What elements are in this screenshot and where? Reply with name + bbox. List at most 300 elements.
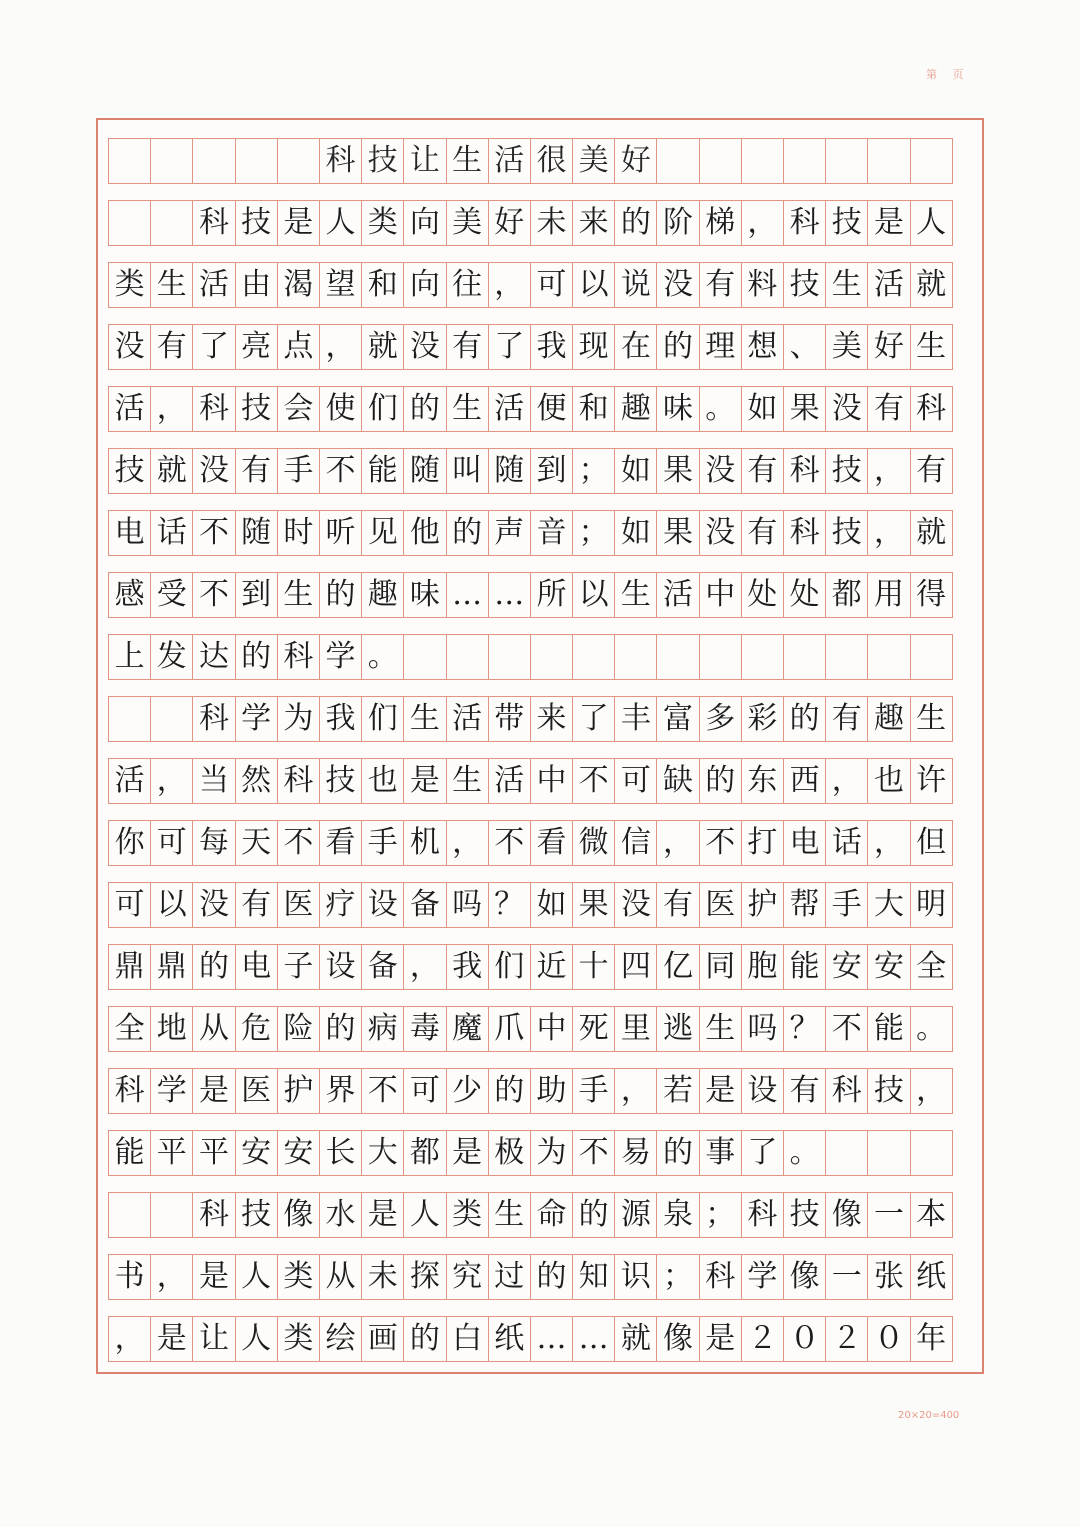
grid-cell	[108, 1192, 151, 1238]
grid-cell: 书	[108, 1254, 151, 1300]
grid-cell: 看	[319, 820, 362, 866]
grid-cell: 以	[572, 572, 615, 618]
grid-cell: 有	[446, 324, 489, 370]
grid-cell: 科	[277, 634, 320, 680]
grid-cell: 没	[825, 386, 868, 432]
grid-cell: 果	[656, 448, 699, 494]
grid-cell: 未	[361, 1254, 404, 1300]
grid-cell: 就	[910, 262, 953, 308]
grid-cell: 不	[361, 1068, 404, 1114]
grid-cell: 可	[403, 1068, 446, 1114]
grid-cell: 然	[235, 758, 278, 804]
grid-cell	[150, 1192, 193, 1238]
grid-cell: 是	[446, 1130, 489, 1176]
grid-cell: 生	[699, 1006, 742, 1052]
grid-cell: 技	[825, 200, 868, 246]
grid-cell: 美	[446, 200, 489, 246]
grid-cell: 有	[699, 262, 742, 308]
grid-cell	[699, 138, 742, 184]
grid-cell: 都	[825, 572, 868, 618]
grid-cell: 活	[108, 758, 151, 804]
grid-cell: 他	[403, 510, 446, 556]
grid-cell: 不	[488, 820, 531, 866]
grid-cell: 技	[825, 510, 868, 556]
grid-cell: 生	[910, 324, 953, 370]
grid-cell: 生	[277, 572, 320, 618]
grid-cell: 想	[741, 324, 784, 370]
grid-cell	[488, 634, 531, 680]
grid-cell	[825, 634, 868, 680]
grid-cell: 不	[825, 1006, 868, 1052]
grid-cell: 同	[699, 944, 742, 990]
grid-cell: 趣	[867, 696, 910, 742]
grid-cell: 的	[614, 200, 657, 246]
grid-cell: 技	[867, 1068, 910, 1114]
grid-cell: 现	[572, 324, 615, 370]
grid-cell: ，	[741, 200, 784, 246]
grid-cell: 技	[361, 138, 404, 184]
grid-cell: 不	[192, 510, 235, 556]
grid-cell: 从	[319, 1254, 362, 1300]
text-row	[108, 758, 952, 804]
grid-cell: 人	[235, 1316, 278, 1362]
grid-cell: 没	[699, 448, 742, 494]
grid-cell: 水	[319, 1192, 362, 1238]
grid-cell: 的	[783, 696, 826, 742]
grid-cell: 和	[361, 262, 404, 308]
grid-cell: 有	[741, 448, 784, 494]
grid-cell: 由	[235, 262, 278, 308]
grid-cell: 也	[361, 758, 404, 804]
grid-cell: ，	[825, 758, 868, 804]
grid-cell: 鼎	[150, 944, 193, 990]
grid-cell: 没	[656, 262, 699, 308]
grid-cell: 但	[910, 820, 953, 866]
grid-cell: 向	[403, 262, 446, 308]
grid-cell: 美	[572, 138, 615, 184]
grid-cell: 果	[783, 386, 826, 432]
text-row	[108, 696, 952, 742]
grid-cell: 的	[403, 1316, 446, 1362]
grid-cell: 极	[488, 1130, 531, 1176]
grid-cell: 我	[446, 944, 489, 990]
grid-cell	[783, 634, 826, 680]
grid-cell: 的	[572, 1192, 615, 1238]
grid-cell: 是	[699, 1316, 742, 1362]
grid-cell: ０	[783, 1316, 826, 1362]
grid-cell: 看	[530, 820, 573, 866]
grid-cell: 便	[530, 386, 573, 432]
grid-cell: 使	[319, 386, 362, 432]
grid-cell: 不	[277, 820, 320, 866]
text-row	[108, 1130, 952, 1176]
grid-cell: 生	[488, 1192, 531, 1238]
grid-cell: ？	[488, 882, 531, 928]
grid-cell: 亿	[656, 944, 699, 990]
grid-cell: ，	[150, 1254, 193, 1300]
grid-cell: 科	[741, 1192, 784, 1238]
grid-cell: ，	[150, 386, 193, 432]
grid-cell: 叫	[446, 448, 489, 494]
grid-cell: 。	[699, 386, 742, 432]
grid-cell: 生	[446, 758, 489, 804]
grid-cell: 的	[319, 572, 362, 618]
grid-cell: 让	[403, 138, 446, 184]
grid-cell: 果	[656, 510, 699, 556]
grid-cell: 的	[699, 758, 742, 804]
grid-cell	[867, 138, 910, 184]
grid-cell: 毒	[403, 1006, 446, 1052]
grid-cell: 处	[741, 572, 784, 618]
grid-cell: 我	[530, 324, 573, 370]
grid-cell: 魔	[446, 1006, 489, 1052]
grid-cell: 富	[656, 696, 699, 742]
grid-cell: ，	[488, 262, 531, 308]
grid-cell: 到	[530, 448, 573, 494]
grid-cell: 的	[319, 1006, 362, 1052]
page-number-mark: 第 页	[926, 68, 970, 81]
grid-cell: ；	[656, 1254, 699, 1300]
grid-cell	[614, 634, 657, 680]
grid-cell: 是	[867, 200, 910, 246]
grid-cell: 也	[867, 758, 910, 804]
grid-cell: 有	[825, 696, 868, 742]
grid-cell	[277, 138, 320, 184]
grid-cell: 不	[572, 758, 615, 804]
grid-cell: 以	[150, 882, 193, 928]
grid-cell: 的	[192, 944, 235, 990]
grid-cell: 逃	[656, 1006, 699, 1052]
grid-cell	[825, 138, 868, 184]
grid-cell: 科	[783, 448, 826, 494]
grid-cell: 好	[488, 200, 531, 246]
grid-cell: 活	[867, 262, 910, 308]
grid-cell: 学	[150, 1068, 193, 1114]
text-row	[108, 820, 952, 866]
grid-cell: 白	[446, 1316, 489, 1362]
grid-cell: ，	[656, 820, 699, 866]
grid-cell: ？	[783, 1006, 826, 1052]
grid-cell: 探	[403, 1254, 446, 1300]
grid-cell: 子	[277, 944, 320, 990]
grid-cell: 大	[867, 882, 910, 928]
grid-cell: 类	[108, 262, 151, 308]
grid-cell: …	[572, 1316, 615, 1362]
grid-cell: 活	[488, 138, 531, 184]
grid-cell: 助	[530, 1068, 573, 1114]
grid-cell: 究	[446, 1254, 489, 1300]
composition-grid-sheet	[96, 118, 984, 1374]
grid-cell: 类	[277, 1316, 320, 1362]
grid-cell: ，	[403, 944, 446, 990]
grid-cell: 类	[277, 1254, 320, 1300]
grid-cell: 发	[150, 634, 193, 680]
grid-cell: 的	[446, 510, 489, 556]
grid-cell: 就	[361, 324, 404, 370]
grid-cell: 没	[699, 510, 742, 556]
grid-cell: 手	[825, 882, 868, 928]
grid-cell: 声	[488, 510, 531, 556]
grid-cell: 理	[699, 324, 742, 370]
grid-cell: 科	[108, 1068, 151, 1114]
grid-cell: 为	[530, 1130, 573, 1176]
grid-cell: 可	[530, 262, 573, 308]
grid-cell: 时	[277, 510, 320, 556]
grid-cell: 会	[277, 386, 320, 432]
title-row	[108, 138, 952, 184]
grid-cell: 四	[614, 944, 657, 990]
grid-cell: 科	[783, 200, 826, 246]
grid-cell: 中	[530, 758, 573, 804]
text-row	[108, 262, 952, 308]
text-row	[108, 634, 952, 680]
grid-cell: 没	[108, 324, 151, 370]
grid-cell: 手	[572, 1068, 615, 1114]
grid-cell	[530, 634, 573, 680]
grid-cell: 技	[235, 386, 278, 432]
grid-cell: 趣	[361, 572, 404, 618]
grid-cell	[572, 634, 615, 680]
grid-cell: 事	[699, 1130, 742, 1176]
grid-cell: 渴	[277, 262, 320, 308]
grid-cell: 护	[277, 1068, 320, 1114]
grid-cell: 活	[488, 386, 531, 432]
text-row	[108, 882, 952, 928]
grid-cell: 科	[192, 696, 235, 742]
grid-cell: 吗	[741, 1006, 784, 1052]
grid-cell: 少	[446, 1068, 489, 1114]
grid-cell: 活	[656, 572, 699, 618]
grid-cell: 听	[319, 510, 362, 556]
grid-cell: 技	[825, 448, 868, 494]
grid-cell: 音	[530, 510, 573, 556]
grid-cell: 若	[656, 1068, 699, 1114]
grid-cell: 长	[319, 1130, 362, 1176]
grid-cell: 技	[319, 758, 362, 804]
grid-cell: 技	[783, 1192, 826, 1238]
text-row	[108, 386, 952, 432]
grid-cell: 科	[192, 1192, 235, 1238]
grid-cell: 生	[910, 696, 953, 742]
grid-cell: 机	[403, 820, 446, 866]
grid-cell: 有	[656, 882, 699, 928]
grid-cell: 病	[361, 1006, 404, 1052]
grid-cell: 东	[741, 758, 784, 804]
grid-cell: 多	[699, 696, 742, 742]
grid-cell: 能	[108, 1130, 151, 1176]
grid-cell	[108, 138, 151, 184]
grid-cell: 是	[699, 1068, 742, 1114]
grid-cell: 了	[572, 696, 615, 742]
grid-cell: 带	[488, 696, 531, 742]
grid-cell: 望	[319, 262, 362, 308]
grid-cell	[656, 634, 699, 680]
grid-cell: 电	[783, 820, 826, 866]
grid-cell: 有	[235, 448, 278, 494]
grid-cell: 类	[361, 200, 404, 246]
grid-cell: 我	[319, 696, 362, 742]
grid-cell: 微	[572, 820, 615, 866]
grid-cell: 命	[530, 1192, 573, 1238]
grid-cell: 阶	[656, 200, 699, 246]
grid-cell: 技	[235, 1192, 278, 1238]
grid-cell: 们	[361, 696, 404, 742]
grid-cell: 可	[150, 820, 193, 866]
grid-cell: ，	[108, 1316, 151, 1362]
text-row	[108, 510, 952, 556]
grid-cell: 受	[150, 572, 193, 618]
grid-cell: ，	[867, 448, 910, 494]
grid-cell: 胞	[741, 944, 784, 990]
grid-cell	[235, 138, 278, 184]
grid-cell: 果	[572, 882, 615, 928]
grid-cell: 学	[319, 634, 362, 680]
grid-cell: ，	[867, 820, 910, 866]
grid-cell: 一	[825, 1254, 868, 1300]
grid-cell	[867, 634, 910, 680]
grid-cell	[446, 634, 489, 680]
grid-cell	[150, 138, 193, 184]
grid-cell: 帮	[783, 882, 826, 928]
grid-cell: 医	[699, 882, 742, 928]
grid-cell: …	[446, 572, 489, 618]
grid-cell: 见	[361, 510, 404, 556]
grid-cell: 吗	[446, 882, 489, 928]
grid-cell: 味	[403, 572, 446, 618]
grid-cell: 让	[192, 1316, 235, 1362]
grid-cell: 一	[867, 1192, 910, 1238]
grid-cell: 手	[277, 448, 320, 494]
grid-cell: 活	[108, 386, 151, 432]
grid-cell	[192, 138, 235, 184]
grid-cell: 每	[192, 820, 235, 866]
grid-cell: 平	[192, 1130, 235, 1176]
grid-cell: 说	[614, 262, 657, 308]
grid-cell: 味	[656, 386, 699, 432]
grid-cell: 、	[783, 324, 826, 370]
grid-cell: 安	[867, 944, 910, 990]
grid-cell: 的	[235, 634, 278, 680]
grid-cell: 你	[108, 820, 151, 866]
grid-cell: 的	[656, 324, 699, 370]
grid-cell: 随	[488, 448, 531, 494]
grid-cell: 张	[867, 1254, 910, 1300]
grid-cell: 了	[192, 324, 235, 370]
grid-cell: 近	[530, 944, 573, 990]
grid-cell: 是	[192, 1254, 235, 1300]
grid-count-label: 20×20=400	[898, 1410, 960, 1421]
grid-cell: 类	[446, 1192, 489, 1238]
grid-cell: 过	[488, 1254, 531, 1300]
grid-cell: 易	[614, 1130, 657, 1176]
grid-cell: 画	[361, 1316, 404, 1362]
grid-cell: 如	[530, 882, 573, 928]
grid-cell: 就	[614, 1316, 657, 1362]
grid-cell: 许	[910, 758, 953, 804]
grid-cell: 人	[235, 1254, 278, 1300]
grid-cell: 科	[910, 386, 953, 432]
grid-cell: 活	[488, 758, 531, 804]
grid-cell: 源	[614, 1192, 657, 1238]
grid-cell: 没	[614, 882, 657, 928]
grid-cell: ，	[910, 1068, 953, 1114]
grid-cell: 好	[867, 324, 910, 370]
grid-cell: 界	[319, 1068, 362, 1114]
grid-cell: ，	[319, 324, 362, 370]
grid-cell: 像	[656, 1316, 699, 1362]
grid-cell	[150, 200, 193, 246]
grid-cell: 来	[530, 696, 573, 742]
grid-cell: 纸	[488, 1316, 531, 1362]
grid-cell	[910, 138, 953, 184]
grid-cell: 科	[783, 510, 826, 556]
grid-cell	[741, 138, 784, 184]
grid-cell: 生	[825, 262, 868, 308]
text-row	[108, 572, 952, 618]
grid-cell: 全	[910, 944, 953, 990]
grid-cell: 是	[277, 200, 320, 246]
grid-cell: 活	[192, 262, 235, 308]
grid-cell: 科	[277, 758, 320, 804]
grid-cell: 是	[192, 1068, 235, 1114]
grid-cell: 在	[614, 324, 657, 370]
grid-cell: 都	[403, 1130, 446, 1176]
text-row	[108, 324, 952, 370]
grid-cell: 安	[825, 944, 868, 990]
grid-cell: 梯	[699, 200, 742, 246]
grid-cell: 是	[150, 1316, 193, 1362]
grid-cell: 科	[192, 386, 235, 432]
grid-cell: 的	[656, 1130, 699, 1176]
grid-cell: 医	[235, 1068, 278, 1114]
grid-cell: 纸	[910, 1254, 953, 1300]
grid-cell: 电	[108, 510, 151, 556]
grid-cell: 设	[361, 882, 404, 928]
grid-cell: 能	[867, 1006, 910, 1052]
grid-cell: 手	[361, 820, 404, 866]
grid-cell: 如	[614, 448, 657, 494]
grid-cell: ，	[867, 510, 910, 556]
grid-cell: 平	[150, 1130, 193, 1176]
text-row	[108, 1192, 952, 1238]
grid-cell	[741, 634, 784, 680]
grid-cell: 处	[783, 572, 826, 618]
grid-cell: 美	[825, 324, 868, 370]
grid-cell: 生	[614, 572, 657, 618]
grid-cell: 科	[699, 1254, 742, 1300]
grid-cell: 死	[572, 1006, 615, 1052]
grid-cell: 达	[192, 634, 235, 680]
grid-cell: 中	[530, 1006, 573, 1052]
grid-cell: 料	[741, 262, 784, 308]
grid-cell: 能	[361, 448, 404, 494]
grid-cell	[910, 1130, 953, 1176]
grid-cell: 信	[614, 820, 657, 866]
grid-cell: 们	[488, 944, 531, 990]
grid-cell: 随	[235, 510, 278, 556]
grid-cell: 可	[614, 758, 657, 804]
grid-cell	[656, 138, 699, 184]
grid-cell: 爪	[488, 1006, 531, 1052]
grid-cell: 缺	[656, 758, 699, 804]
grid-cell: 人	[910, 200, 953, 246]
grid-cell: 科	[825, 1068, 868, 1114]
grid-cell: 中	[699, 572, 742, 618]
grid-cell: 有	[741, 510, 784, 556]
grid-cell: 了	[488, 324, 531, 370]
grid-cell: 好	[614, 138, 657, 184]
grid-cell: 十	[572, 944, 615, 990]
